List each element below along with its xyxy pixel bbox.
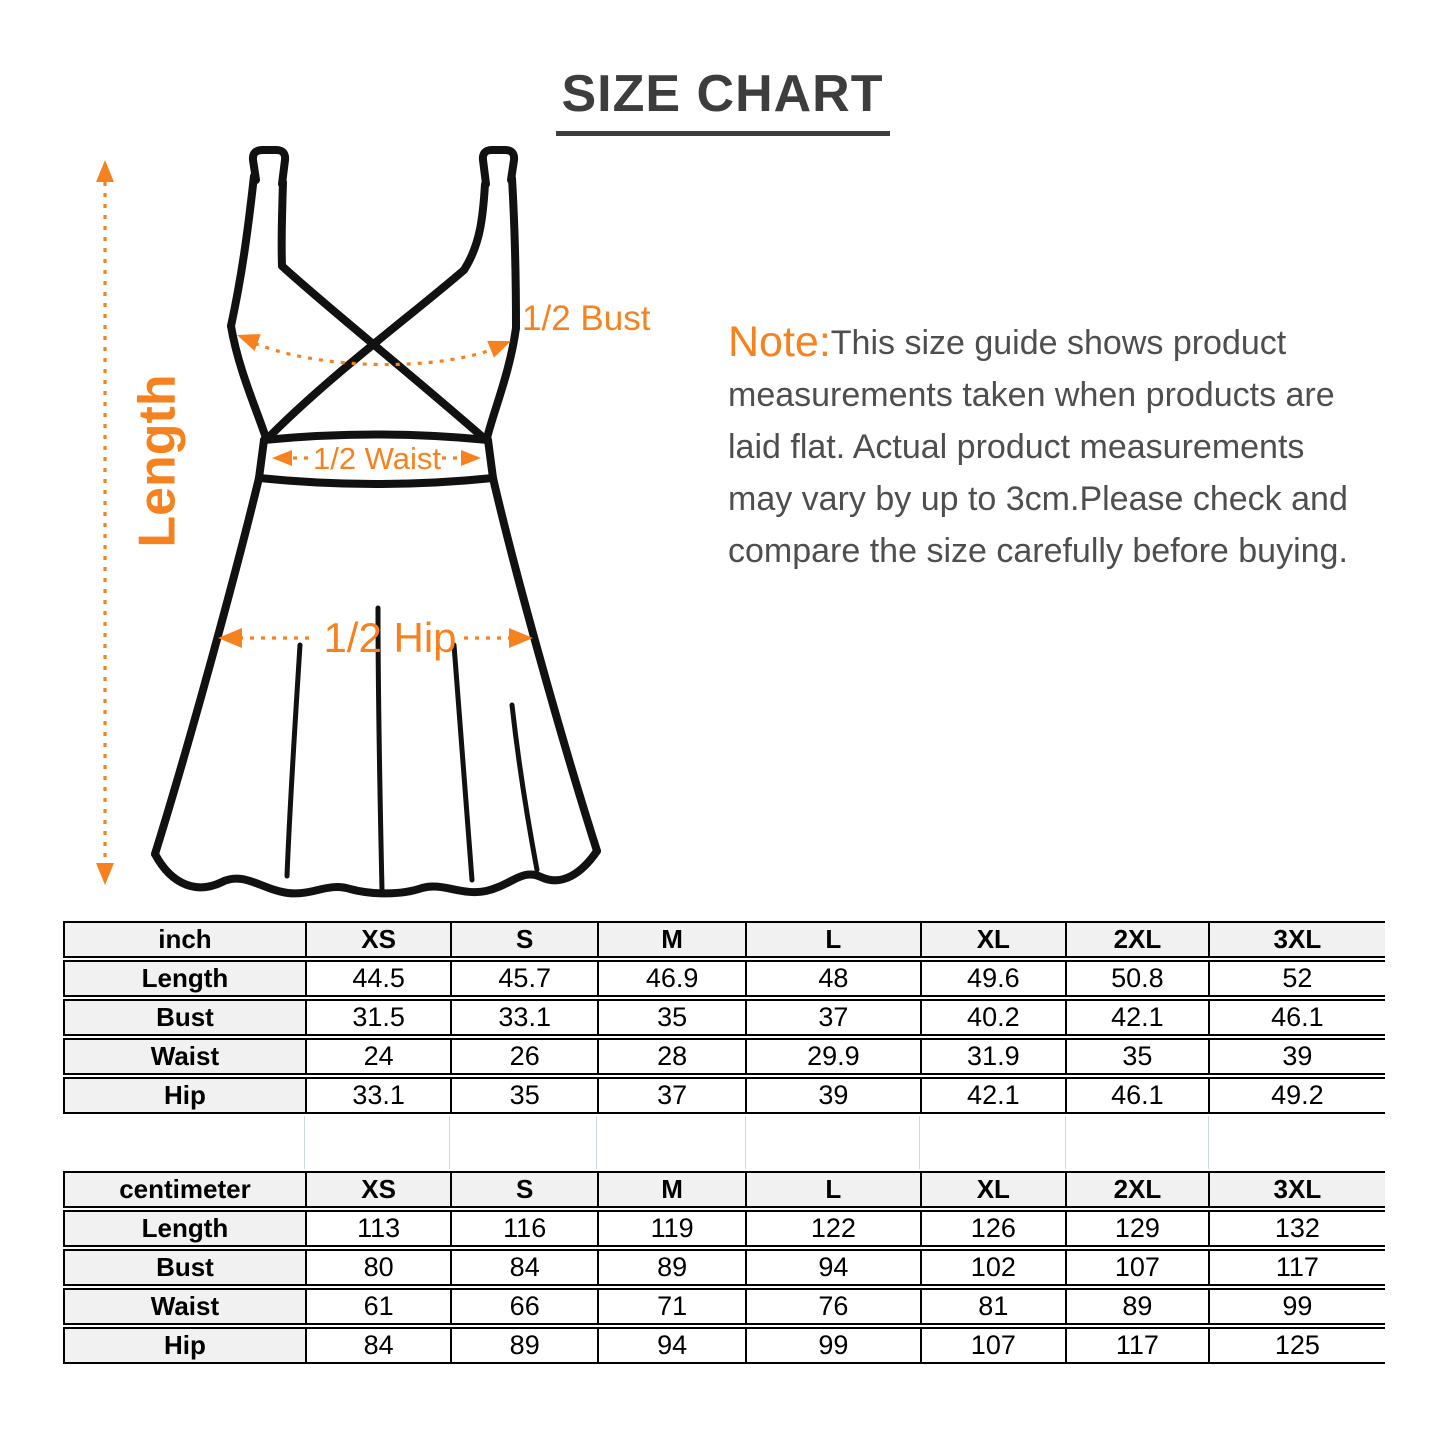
bust-label: 1/2 Bust bbox=[522, 299, 651, 338]
table-row bbox=[63, 1038, 1385, 1075]
length-arrow bbox=[96, 160, 114, 885]
size-value: 89 bbox=[597, 1249, 745, 1286]
size-col-header: XL bbox=[920, 921, 1065, 958]
note-text: This size guide shows product bbox=[830, 324, 1287, 362]
pleat-line bbox=[287, 645, 300, 876]
row-label: Length bbox=[63, 1210, 305, 1247]
size-value: 52 bbox=[1208, 960, 1385, 997]
table-gap bbox=[63, 1116, 1385, 1169]
size-value: 42.1 bbox=[920, 1077, 1065, 1114]
row-label: Hip bbox=[63, 1327, 305, 1364]
size-col-header: S bbox=[450, 1171, 597, 1208]
table-row bbox=[63, 1210, 1385, 1247]
size-value: 46.1 bbox=[1065, 1077, 1208, 1114]
note-line: may vary by up to 3cm.Please check and bbox=[728, 480, 1348, 518]
size-value: 29.9 bbox=[745, 1038, 920, 1075]
page-title: SIZE CHART bbox=[556, 64, 890, 136]
size-col-header: M bbox=[597, 1171, 745, 1208]
size-value: 94 bbox=[597, 1327, 745, 1364]
size-value: 46.9 bbox=[597, 960, 745, 997]
size-value: 37 bbox=[597, 1077, 745, 1114]
note-line bbox=[728, 316, 1418, 369]
size-col-header: L bbox=[745, 921, 920, 958]
table-header-row bbox=[63, 921, 1385, 958]
note-line: compare the size carefully before buying. bbox=[728, 532, 1348, 570]
table-row bbox=[63, 1327, 1385, 1364]
note-line: measurements taken when products are bbox=[728, 376, 1335, 414]
size-col-header: 3XL bbox=[1208, 921, 1385, 958]
size-value: 116 bbox=[450, 1210, 597, 1247]
size-col-header: XS bbox=[305, 1171, 450, 1208]
size-value: 31.9 bbox=[920, 1038, 1065, 1075]
unit-header: inch bbox=[63, 921, 305, 958]
row-label: Waist bbox=[63, 1038, 305, 1075]
table-row bbox=[63, 1077, 1385, 1114]
note-prefix: Note: bbox=[728, 318, 831, 366]
size-value: 122 bbox=[745, 1210, 920, 1247]
size-value: 35 bbox=[597, 999, 745, 1036]
size-value: 94 bbox=[745, 1249, 920, 1286]
size-value: 35 bbox=[450, 1077, 597, 1114]
size-value: 35 bbox=[1065, 1038, 1208, 1075]
skirt bbox=[155, 478, 597, 893]
table-header-row bbox=[63, 1171, 1385, 1208]
size-value: 45.7 bbox=[450, 960, 597, 997]
size-value: 119 bbox=[597, 1210, 745, 1247]
size-value: 129 bbox=[1065, 1210, 1208, 1247]
size-value: 39 bbox=[1208, 1038, 1385, 1075]
size-col-header: 2XL bbox=[1065, 1171, 1208, 1208]
table-row bbox=[63, 960, 1385, 997]
waist-label: 1/2 Waist bbox=[312, 441, 442, 476]
size-value: 37 bbox=[745, 999, 920, 1036]
unit-header: centimeter bbox=[63, 1171, 305, 1208]
inch-table bbox=[63, 919, 1385, 1116]
table-row bbox=[63, 999, 1385, 1036]
size-value: 44.5 bbox=[305, 960, 450, 997]
size-col-header: XS bbox=[305, 921, 450, 958]
row-label: Bust bbox=[63, 999, 305, 1036]
size-value: 33.1 bbox=[450, 999, 597, 1036]
size-value: 50.8 bbox=[1065, 960, 1208, 997]
size-value: 84 bbox=[450, 1249, 597, 1286]
size-value: 66 bbox=[450, 1288, 597, 1325]
size-value: 89 bbox=[450, 1327, 597, 1364]
size-value: 113 bbox=[305, 1210, 450, 1247]
centimeter-table bbox=[63, 1169, 1385, 1366]
row-label: Length bbox=[63, 960, 305, 997]
size-tables bbox=[63, 919, 1385, 1366]
size-value: 84 bbox=[305, 1327, 450, 1364]
size-value: 89 bbox=[1065, 1288, 1208, 1325]
size-value: 126 bbox=[920, 1210, 1065, 1247]
pleat-line bbox=[512, 705, 537, 870]
size-value: 49.2 bbox=[1208, 1077, 1385, 1114]
size-value: 117 bbox=[1065, 1327, 1208, 1364]
table-row bbox=[63, 1249, 1385, 1286]
size-value: 28 bbox=[597, 1038, 745, 1075]
size-value: 76 bbox=[745, 1288, 920, 1325]
size-value: 81 bbox=[920, 1288, 1065, 1325]
size-value: 40.2 bbox=[920, 999, 1065, 1036]
row-label: Bust bbox=[63, 1249, 305, 1286]
skirt-hem bbox=[155, 851, 597, 893]
dress-outline bbox=[155, 150, 597, 893]
size-value: 107 bbox=[1065, 1249, 1208, 1286]
size-value: 24 bbox=[305, 1038, 450, 1075]
size-col-header: S bbox=[450, 921, 597, 958]
size-value: 107 bbox=[920, 1327, 1065, 1364]
size-col-header: M bbox=[597, 921, 745, 958]
dress-diagram-svg bbox=[60, 140, 700, 920]
hip-label: 1/2 Hip bbox=[323, 614, 457, 661]
size-value: 80 bbox=[305, 1249, 450, 1286]
size-value: 33.1 bbox=[305, 1077, 450, 1114]
size-value: 48 bbox=[745, 960, 920, 997]
size-value: 49.6 bbox=[920, 960, 1065, 997]
left-strap bbox=[253, 150, 285, 184]
length-label: Length bbox=[128, 374, 187, 548]
size-value: 71 bbox=[597, 1288, 745, 1325]
size-value: 102 bbox=[920, 1249, 1065, 1286]
table-row bbox=[63, 1288, 1385, 1325]
size-value: 26 bbox=[450, 1038, 597, 1075]
note-line: laid flat. Actual product measurements bbox=[728, 428, 1305, 466]
size-value: 99 bbox=[1208, 1288, 1385, 1325]
size-value: 42.1 bbox=[1065, 999, 1208, 1036]
size-col-header: L bbox=[745, 1171, 920, 1208]
size-value: 117 bbox=[1208, 1249, 1385, 1286]
size-value: 31.5 bbox=[305, 999, 450, 1036]
size-col-header: XL bbox=[920, 1171, 1065, 1208]
size-value: 125 bbox=[1208, 1327, 1385, 1364]
size-col-header: 2XL bbox=[1065, 921, 1208, 958]
size-col-header: 3XL bbox=[1208, 1171, 1385, 1208]
dress-measurement-diagram bbox=[60, 140, 700, 920]
size-value: 61 bbox=[305, 1288, 450, 1325]
size-value: 39 bbox=[745, 1077, 920, 1114]
pleat-line bbox=[454, 645, 472, 880]
size-value: 132 bbox=[1208, 1210, 1385, 1247]
row-label: Waist bbox=[63, 1288, 305, 1325]
size-value: 99 bbox=[745, 1327, 920, 1364]
size-value: 46.1 bbox=[1208, 999, 1385, 1036]
note bbox=[728, 316, 1418, 577]
row-label: Hip bbox=[63, 1077, 305, 1114]
bodice-neckline bbox=[282, 266, 486, 440]
